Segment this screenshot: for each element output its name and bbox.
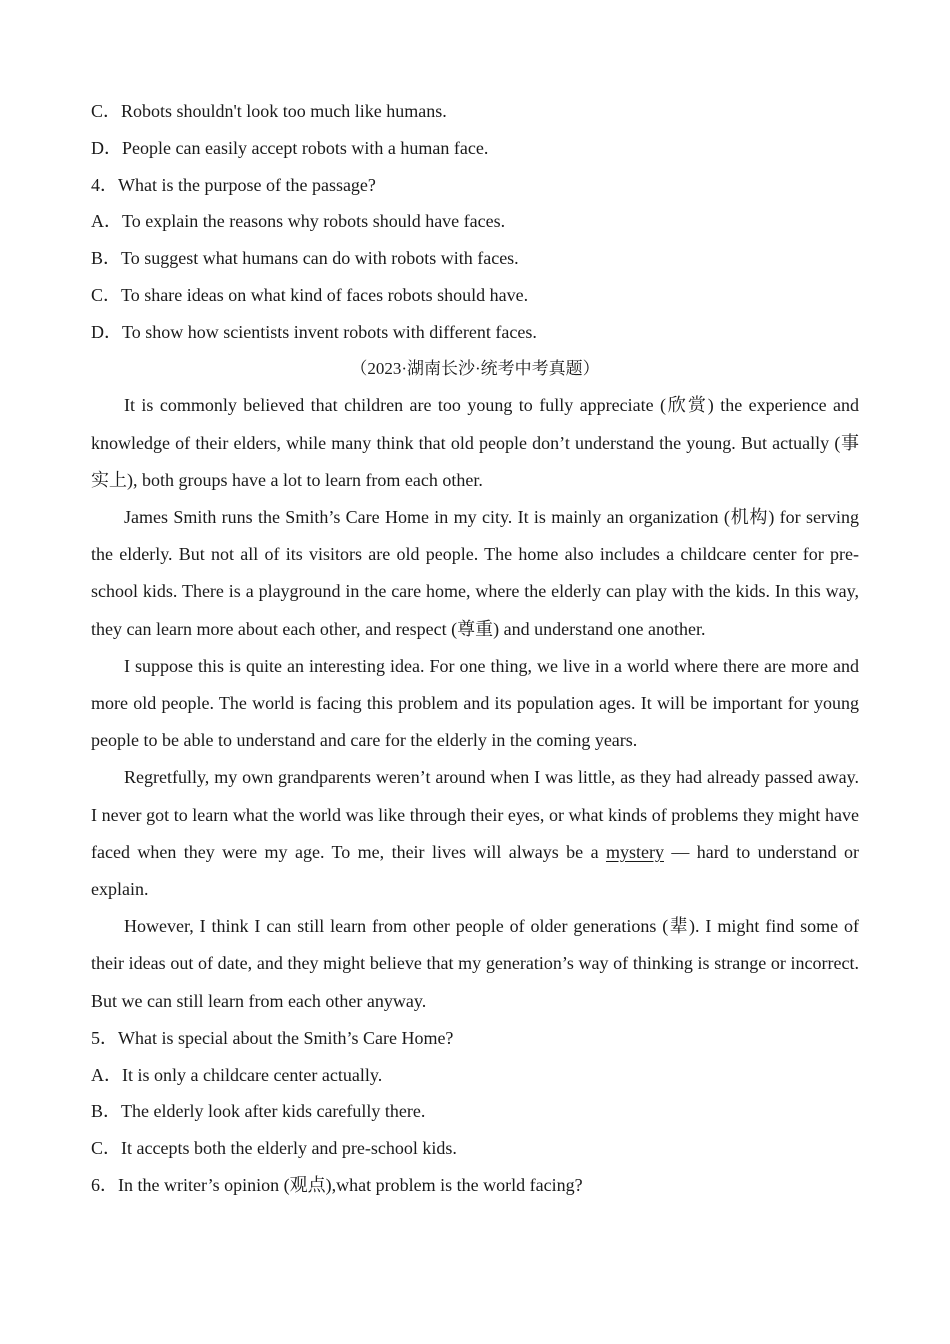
option-d-previous (91, 130, 859, 167)
question-number: 6． (91, 1175, 118, 1196)
paragraph-text: — hard to understand or explain. (91, 841, 859, 900)
option-text: It is only a childcare center actually. (122, 1064, 383, 1085)
option-text: People can easily accept robots with a human face. (122, 137, 489, 158)
question-4 (91, 167, 859, 204)
option-text: To explain the reasons why robots should have faces. (122, 211, 506, 232)
option-text: The elderly look after kids carefully there. (121, 1101, 426, 1122)
option-label: B． (91, 248, 122, 269)
option-label: C． (91, 101, 122, 121)
question-6 (91, 1167, 859, 1204)
document-page (91, 93, 859, 1204)
question-4-option-b (91, 240, 859, 277)
question-text: What is the purpose of the passage? (118, 174, 376, 195)
option-label: A． (91, 1064, 122, 1085)
option-label: B． (91, 1101, 122, 1122)
question-4-option-a (91, 203, 859, 240)
question-4-option-d (91, 314, 859, 351)
option-text: It accepts both the elderly and pre-school kids. (121, 1138, 457, 1159)
question-5 (91, 1020, 859, 1057)
question-text: In the writer’s opinion (观点),what problem is the world facing? (118, 1175, 583, 1196)
question-text: What is special about the Smith’s Care Home? (118, 1027, 454, 1048)
option-label: A． (91, 211, 122, 232)
option-label: C． (91, 284, 122, 305)
passage-paragraph-4 (91, 759, 859, 908)
option-text: Robots shouldn't look too much like humans. (121, 101, 447, 121)
option-label: D． (91, 321, 122, 342)
question-number: 4． (91, 174, 118, 195)
question-5-option-b (91, 1093, 859, 1130)
passage-paragraph-5: However, I think I can still learn from other people of older generations (辈). I might find some of their ideas out of date, and they might believe that my generation’s way of thinking is strange or incorrect. But we can still learn from each other anyway. (91, 916, 859, 1011)
option-label: C． (91, 1138, 122, 1159)
paragraph-text: Regretfully, my own grandparents weren’t around when I was little, as they had already passed away. I never got to learn what the world was like through their eyes, or what kinds of problems they might have faced when they were my age. To me, their lives will always be a (91, 767, 859, 862)
option-text: To show how scientists invent robots with different faces. (122, 321, 537, 342)
question-5-option-a (91, 1057, 859, 1094)
question-4-option-c (91, 277, 859, 314)
passage-source: （2023·湖南长沙·统考中考真题） (350, 358, 600, 378)
passage-paragraph-2: James Smith runs the Smith’s Care Home in my city. It is mainly an organization (机构) for serving the elderly. But not all of its visitors are old people. The home also includes a childcare center for pre-school kids. There is a playground in the care home, where the elderly can play with the kids. In this way, they can learn more about each other, and respect (尊重) and understand one another. (91, 506, 859, 639)
option-text: To suggest what humans can do with robots with faces. (121, 248, 519, 269)
question-5-option-c (91, 1130, 859, 1167)
question-number: 5． (91, 1027, 118, 1048)
option-c-previous (91, 93, 859, 130)
passage-paragraph-1: It is commonly believed that children are too young to fully appreciate (欣赏) the experience and knowledge of their elders, while many think that old people don’t understand the young. But actually (事实上), both groups have a lot to learn from each other. (91, 395, 859, 490)
option-text: To share ideas on what kind of faces robots should have. (121, 284, 529, 305)
underlined-word-mystery: mystery (605, 841, 664, 862)
passage-paragraph-3: I suppose this is quite an interesting idea. For one thing, we live in a world where there are more and more old people. The world is facing this problem and its population ages. It will be important for young people to be able to understand and care for the elderly in the coming years. (91, 655, 859, 751)
option-label: D． (91, 137, 122, 158)
